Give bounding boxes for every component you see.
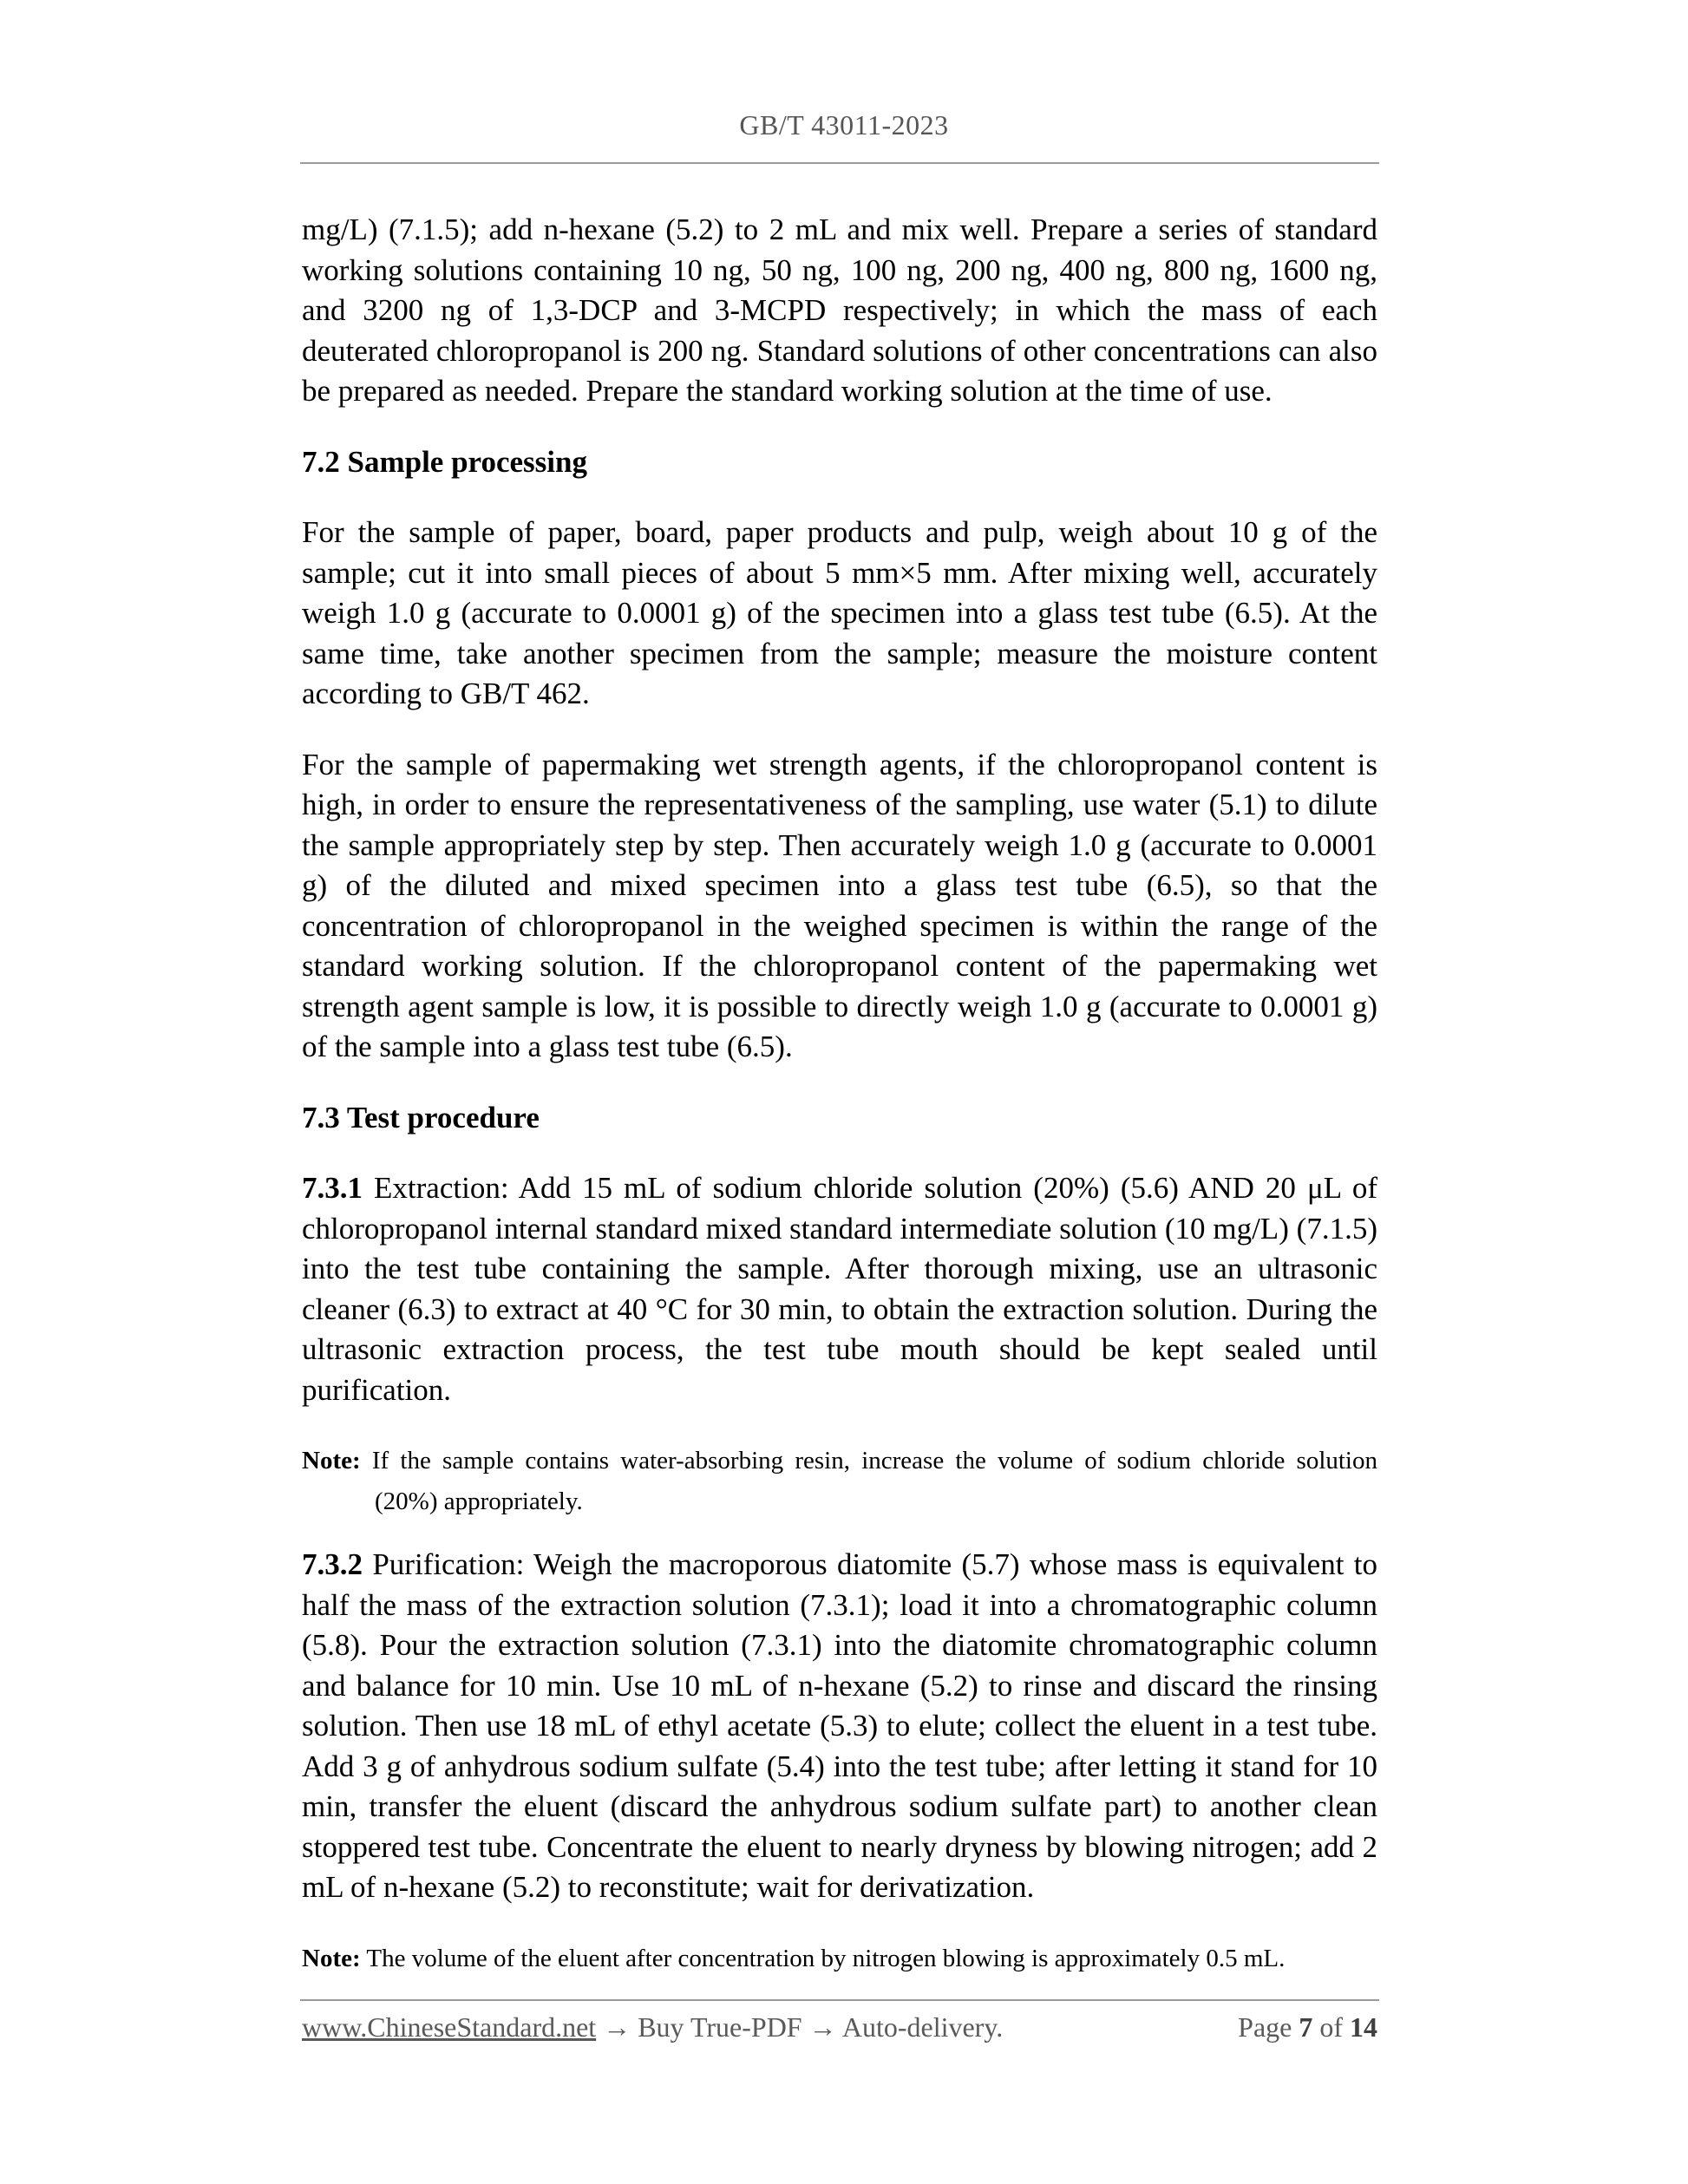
section-heading-7-3: 7.3 Test procedure	[302, 1100, 540, 1135]
website-link[interactable]: www.ChineseStandard.net	[302, 2011, 597, 2043]
subsection-7-3-2	[302, 1545, 1377, 1908]
subsection-7-3-1	[302, 1168, 1377, 1410]
note-text: If the sample contains water-absorbing resin, increase the volume of sodium chloride solution (20%) appropriately.	[360, 1447, 1377, 1515]
of-word: of	[1312, 2011, 1350, 2043]
page-body	[302, 210, 1377, 2002]
document-code-header: GB/T 43011-2023	[739, 109, 949, 141]
current-page-number: 7	[1299, 2011, 1313, 2043]
subsection-text-7-3-1: Extraction: Add 15 mL of sodium chloride solution (20%) (5.6) AND 20 μL of chloropropanol internal standard mixed standard intermediate solution (10 mg/L) (7.1.5) into the test tube containing the sample. After thorough mixing, use an ultrasonic cleaner (6.3) to extract at 40 °C for 30 min, to obtain the extraction solution. During the ultrasonic extraction process, the test tube mouth should be kept sealed until purification.	[302, 1171, 1377, 1407]
footer-promo-text: → Buy True-PDF → Auto-delivery.	[596, 2011, 1004, 2043]
section-heading-7-2: 7.2 Sample processing	[302, 444, 587, 479]
subsection-number-7-3-2: 7.3.2	[302, 1547, 363, 1581]
footer-divider	[300, 1999, 1379, 2001]
subsection-text-7-3-2: Purification: Weigh the macroporous diatomite (5.7) whose mass is equivalent to half the mass of the extraction solution (7.3.1); load it into a chromatographic column (5.8). Pour the extraction solution (7.3.1) into the diatomite chromatographic column and balance for 10 min. Use 10 mL of n-hexane (5.2) to rinse and discard the rinsing solution. Then use 18 mL of ethyl acetate (5.3) to elute; collect the eluent in a test tube. Add 3 g of anhydrous sodium sulfate (5.4) into the test tube; after letting it stand for 10 min, transfer the eluent (discard the anhydrous sodium sulfate part) to another clean stoppered test tube. Concentrate the eluent to nearly dryness by blowing nitrogen; add 2 mL of n-hexane (5.2) to reconstitute; wait for derivatization.	[302, 1547, 1377, 1904]
subsection-number-7-3-1: 7.3.1	[302, 1171, 363, 1205]
page-word: Page	[1238, 2011, 1299, 2043]
paragraph-wet-strength-sample: For the sample of papermaking wet strength agents, if the chloropropanol content is high, in order to ensure the representativeness of the sampling, use water (5.1) to dilute the sample appropriately step by step. Then accurately weigh 1.0 g (accurate to 0.0001 g) of the diluted and mixed specimen into a glass test tube (6.5), so that the concentration of chloropropanol in the weighed specimen is within the range of the standard working solution. If the chloropropanol content of the papermaking wet strength agent sample is low, it is possible to directly weigh 1.0 g (accurate to 0.0001 g) of the sample into a glass test tube (6.5).	[302, 747, 1377, 1063]
paragraph-paper-sample: For the sample of paper, board, paper products and pulp, weigh about 10 g of the sample; cut it into small pieces of about 5 mm×5 mm. After mixing well, accurately weigh 1.0 g (accurate to 0.0001 g) of the specimen into a glass test tube (6.5). At the same time, take another specimen from the sample; measure the moisture content according to GB/T 462.	[302, 515, 1377, 710]
header-divider	[300, 162, 1379, 164]
total-page-count: 14	[1350, 2011, 1377, 2043]
paragraph-standard-working-solutions: mg/L) (7.1.5); add n-hexane (5.2) to 2 mL and mix well. Prepare a series of standard working solutions containing 10 ng, 50 ng, 100 ng, 200 ng, 400 ng, 800 ng, 1600 ng, and 3200 ng of 1,3-DCP and 3-MCPD respectively; in which the mass of each deuterated chloropropanol is 200 ng. Standard solutions of other concentrations can also be prepared as needed. Prepare the standard working solution at the time of use.	[302, 213, 1377, 408]
note-eluent-volume	[302, 1939, 1377, 1979]
note-label: Note:	[302, 1447, 361, 1475]
note-water-absorbing-resin	[302, 1441, 1377, 1522]
page-indicator	[1238, 2009, 1377, 2045]
note-label: Note:	[302, 1944, 361, 1972]
footer-promo	[302, 2009, 1003, 2045]
note-text: The volume of the eluent after concentration by nitrogen blowing is approximately 0.5 mL.	[360, 1944, 1286, 1972]
